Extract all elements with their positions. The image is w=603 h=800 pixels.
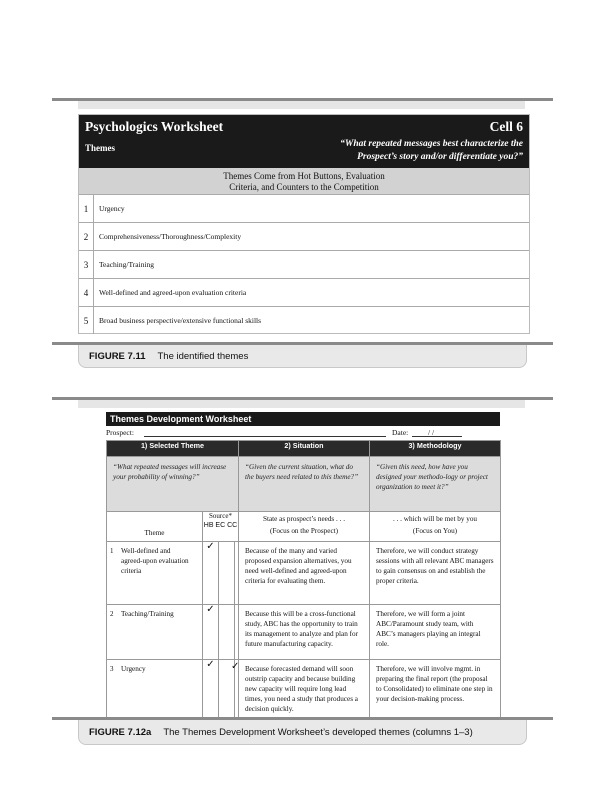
- table-row: [107, 542, 501, 605]
- theme-cell: [107, 605, 203, 660]
- themes-table: [106, 440, 501, 723]
- row-number: 3: [110, 665, 114, 673]
- table-row: [107, 605, 501, 660]
- source-header: [203, 512, 239, 542]
- table-row: [107, 660, 501, 723]
- source-label: Source*: [209, 512, 232, 520]
- question-row: [107, 457, 501, 512]
- methodology-cell: Therefore, we will involve mgmt. in preparing the final report (the proposal to Consolidated) to eliminate one step in your decision-making process.: [370, 660, 501, 723]
- check-icon: ✓: [231, 661, 240, 672]
- theme-text: Well-defined and agreed-upon evaluation criteria: [121, 547, 189, 575]
- themes-band: [79, 168, 529, 194]
- methodology-label-line: (Focus on You): [412, 527, 458, 535]
- date-separators: / /: [428, 428, 435, 437]
- theme-text: Broad business perspective/extensive functional skills: [99, 316, 262, 325]
- theme-label: Theme: [107, 512, 203, 542]
- situation-label: [239, 512, 370, 542]
- theme-cell: [107, 542, 203, 605]
- worksheet-title: Themes Development Worksheet: [106, 412, 500, 426]
- worksheet-header: [79, 115, 529, 168]
- theme-list: [79, 194, 529, 334]
- check-icon: ✓: [206, 604, 215, 615]
- figure-top-band: [78, 101, 525, 109]
- caption-text: The Themes Development Worksheet’s developed themes (columns 1–3): [163, 726, 473, 738]
- caption-label: FIGURE 7.11: [89, 350, 146, 362]
- col-methodology: 3) Methodology: [370, 441, 501, 457]
- worksheet-title: Psychologics Worksheet: [85, 119, 224, 134]
- source-hb: [203, 542, 219, 605]
- check-icon: ✓: [206, 659, 215, 670]
- situation-cell: Because forecasted demand will soon outstrip capacity and because building new capacity will require long lead times, you need a study that produces a decision quickly.: [239, 660, 370, 723]
- cell-label: Cell 6: [489, 119, 523, 134]
- row-number: 1: [79, 195, 94, 222]
- question-theme: “What repeated messages will increase your probability of winning?”: [107, 457, 239, 512]
- label-row: [107, 512, 501, 542]
- question-situation: “Given the current situation, what do the buyers need related to this theme?”: [239, 457, 370, 512]
- theme-text: Teaching/Training: [99, 260, 155, 269]
- figure-top-band: [78, 400, 525, 408]
- band-line: Themes Come from Hot Buttons, Evaluation: [223, 171, 385, 181]
- theme-text: Urgency: [99, 204, 125, 213]
- theme-row: [79, 222, 529, 250]
- question-line: Prospect’s story and/or differentiate you?”: [357, 152, 523, 162]
- methodology-label-line: . . . which will be met by you: [392, 515, 478, 523]
- psychologics-worksheet: [78, 114, 530, 334]
- theme-text: Urgency: [121, 665, 146, 673]
- col-selected-theme: 1) Selected Theme: [107, 441, 239, 457]
- methodology-cell: Therefore, we will form a joint ABC/Paramount study team, with ABC’s managers playing an integral role.: [370, 605, 501, 660]
- situation-cell: Because this will be a cross-functional study, ABC has the opportunity to train its management to analyze and plan for future manufacturing capacity.: [239, 605, 370, 660]
- theme-row: [79, 194, 529, 222]
- theme-text: Well-defined and agreed-upon evaluation criteria: [99, 288, 247, 297]
- worksheet-question: [293, 138, 523, 164]
- methodology-cell: Therefore, we will conduct strategy sessions with all relevant ABC managers to gain consensus on and establish the proper criteria.: [370, 542, 501, 605]
- theme-text: Comprehensiveness/Thoroughness/Complexity: [99, 232, 242, 241]
- question-methodology: “Given this need, how have you designed your methodo-logy or project organization to meet it?”: [370, 457, 501, 512]
- theme-cell: [107, 660, 203, 723]
- row-number: 5: [79, 307, 94, 334]
- band-line: Criteria, and Counters to the Competition: [229, 182, 379, 192]
- situation-label-line: (Focus on the Prospect): [269, 527, 339, 535]
- source-ec: [219, 542, 235, 605]
- situation-cell: Because of the many and varied proposed expansion alternatives, you need well-defined and agreed-upon criteria for evaluating them.: [239, 542, 370, 605]
- figure-caption: [78, 720, 527, 745]
- caption-text: The identified themes: [157, 350, 249, 362]
- theme-row: [79, 250, 529, 278]
- source-hb: [203, 660, 219, 723]
- date-underline: [412, 436, 462, 437]
- worksheet-subtitle: Themes: [85, 143, 115, 153]
- row-number: 4: [79, 279, 94, 306]
- date-label: Date:: [392, 428, 409, 437]
- theme-row: [79, 306, 529, 334]
- prospect-label: Prospect:: [106, 428, 134, 437]
- column-header-row: [107, 441, 501, 457]
- themes-development-worksheet: [106, 412, 500, 723]
- situation-label-line: State as prospect’s needs . . .: [262, 515, 346, 523]
- row-number: 2: [110, 610, 114, 618]
- source-ec: [219, 605, 235, 660]
- figure-caption: [78, 345, 527, 368]
- source-cc: [231, 660, 240, 723]
- row-number: 3: [79, 251, 94, 278]
- source-hb: [203, 605, 219, 660]
- theme-row: [79, 278, 529, 306]
- question-line: “What repeated messages best characterize the: [340, 139, 523, 149]
- prospect-underline: [144, 436, 386, 437]
- check-icon: ✓: [206, 541, 215, 552]
- methodology-label: [370, 512, 501, 542]
- theme-text: Teaching/Training: [121, 610, 174, 618]
- source-codes: HB EC CC: [203, 522, 238, 529]
- caption-label: FIGURE 7.12a: [89, 726, 152, 738]
- prospect-line: [106, 426, 500, 440]
- col-situation: 2) Situation: [239, 441, 370, 457]
- row-number: 2: [79, 223, 94, 250]
- row-number: 1: [110, 547, 114, 555]
